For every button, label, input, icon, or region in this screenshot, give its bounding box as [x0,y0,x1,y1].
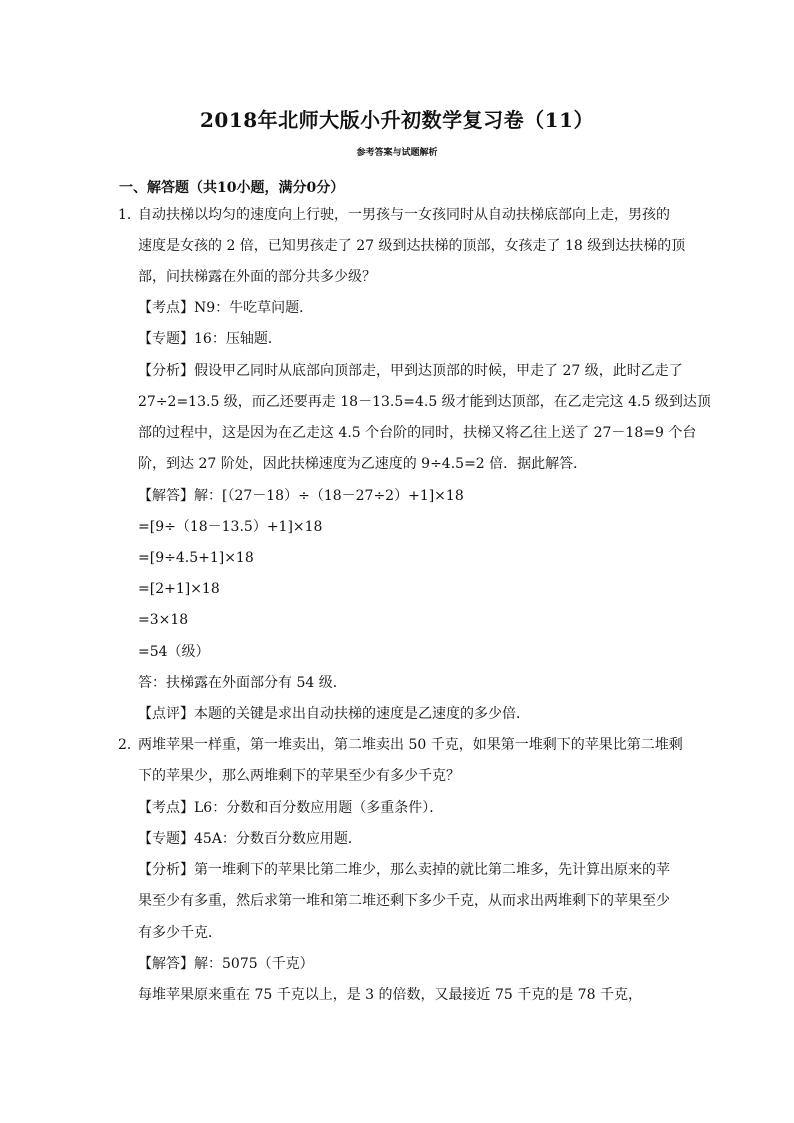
question-text-line: 两堆苹果一样重，第一堆卖出，第二堆卖出 50 千克，如果第一堆剩下的苹果比第二堆剩 [138,737,683,753]
question-text-line: 部，问扶梯露在外面的部分共多少级？ [138,269,376,285]
kaodian-line: 【考点】L6：分数和百分数应用题（多重条件）． [138,800,444,816]
fenxi-line: 阶，到达 27 阶处，因此扶梯速度为乙速度的 9÷4.5=2 倍．据此解答． [138,456,588,472]
zhuanti-line: 【专题】16：压轴题． [138,331,282,347]
page-subtitle: 参考答案与试题解析 [356,148,438,158]
fenxi-line: 【分析】假设甲乙同时从底部向顶部走，甲到达顶部的时候，甲走了 27 级，此时乙走了 [138,363,683,379]
fenxi-line: 27÷2=13.5 级，而乙还要再走 18－13.5=4.5 级才能到达顶部，在乙走完这 4.5 级到达顶 [138,394,711,410]
section-heading: 一、解答题（共10小题，满分0分） [119,180,345,196]
kaodian-line: 【考点】N9：牛吃草问题． [138,300,314,316]
question-number: 2． [118,737,141,753]
jieda-line: =3×18 [138,612,189,628]
jieda-line: =[9÷4.5+1]×18 [138,550,254,566]
fenxi-line: 有多少千克． [138,925,222,941]
jieda-line: 【解答】解：[（27－18）÷（18－27÷2）+1]×18 [138,488,464,504]
answer-line: 答：扶梯露在外面部分有 54 级． [138,675,347,691]
fenxi-line: 部的过程中，这是因为在乙走这 4.5 个台阶的同时，扶梯又将乙往上送了 27－18=9 个台 [138,425,697,441]
jieda-line: 【解答】解：5075（千克） [138,956,314,972]
zhuanti-line: 【专题】45A：分数百分数应用题． [138,831,362,847]
question-number: 1． [118,207,141,223]
page-title: 2018年北师大版小升初数学复习卷（11） [200,108,594,132]
question-text-line: 速度是女孩的 2 倍，已知男孩走了 27 级到达扶梯的顶部，女孩走了 18 级到达扶梯的顶 [138,238,686,254]
fenxi-line: 【分析】第一堆剩下的苹果比第二堆少，那么卖掉的就比第二堆多，先计算出原来的苹 [138,862,670,878]
question-text-line: 自动扶梯以均匀的速度向上行驶，一男孩与一女孩同时从自动扶梯底部向上走，男孩的 [138,207,670,223]
fenxi-line: 果至少有多重，然后求第一堆和第二堆还剩下多少千克，从而求出两堆剩下的苹果至少 [138,893,670,909]
dianping-line: 【点评】本题的关键是求出自动扶梯的速度是乙速度的多少倍． [138,706,530,722]
jieda-line: =[2+1]×18 [138,581,220,597]
jieda-line: 每堆苹果原来重在 75 千克以上，是 3 的倍数，又最接近 75 千克的是 78 千克， [138,987,642,1003]
jieda-line: =54（级） [138,644,210,660]
question-text-line: 下的苹果少，那么两堆剩下的苹果至少有多少千克？ [138,768,460,784]
jieda-line: =[9÷（18－13.5）+1]×18 [138,519,323,535]
